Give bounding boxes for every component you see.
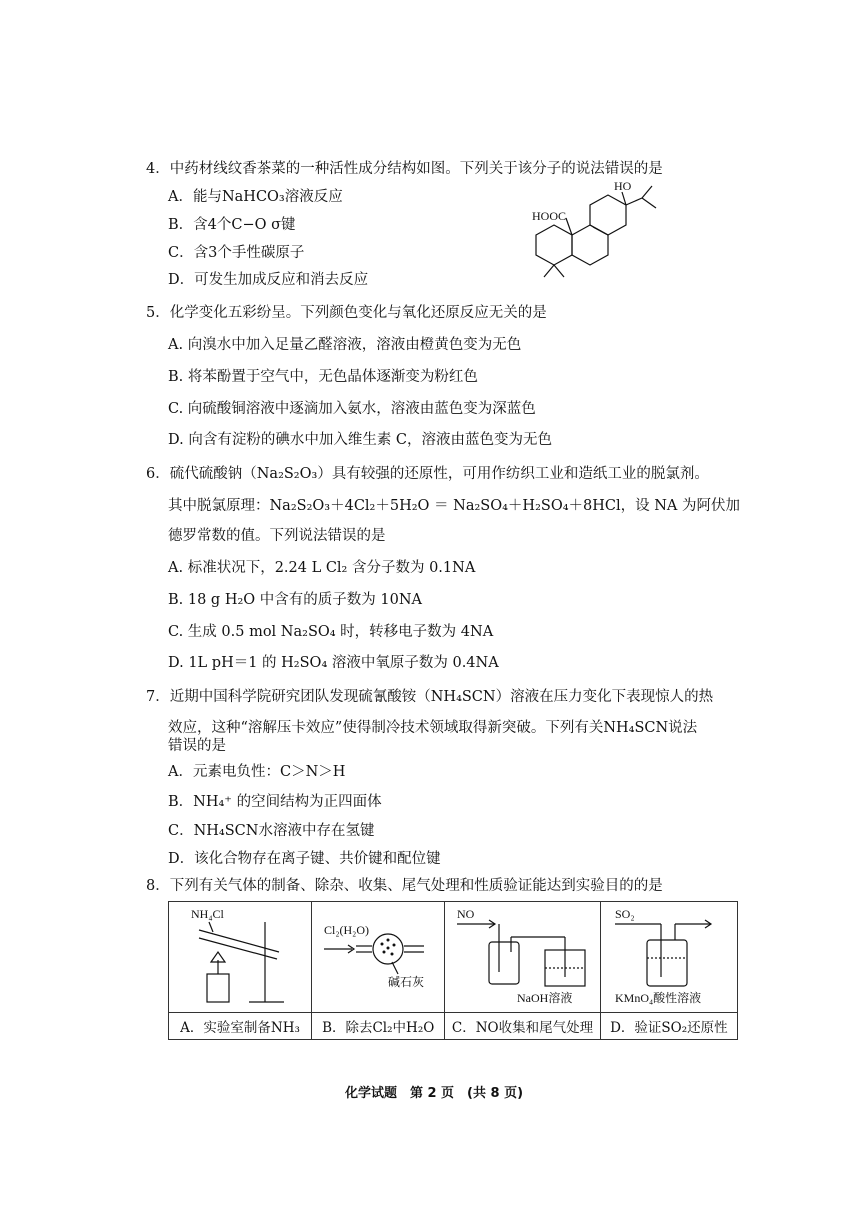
q7-option-a: A．元素电负性：C＞N＞H <box>168 764 346 780</box>
q6-line-3: 德罗常数的值。下列说法错误的是 <box>168 528 386 544</box>
q7-line-2: 效应，这种“溶解压卡效应”使得制冷技术领域取得新突破。下列有关NH₄SCN说法 <box>168 720 698 736</box>
panel-c-apparatus <box>445 902 600 1013</box>
q7-number: 7． <box>146 689 170 705</box>
wash-bottle-icon <box>601 902 738 1012</box>
q7-option-c: C．NH₄SCN水溶液中存在氢键 <box>168 823 375 839</box>
q4-option-d: D．可发生加成反应和消去反应 <box>168 272 369 288</box>
molecule-diagram <box>526 180 686 285</box>
q4-stem <box>146 155 746 183</box>
q6-option-a: A. 标准状况下，2.24 L Cl₂ 含分子数为 0.1NA <box>168 560 476 576</box>
q7-option-d: D．该化合物存在离子键、共价键和配位键 <box>168 851 441 867</box>
q8-stem <box>146 872 746 900</box>
q6-number: 6． <box>146 466 170 482</box>
q7-stem <box>146 683 746 711</box>
q4-text: 中药材线纹香茶菜的一种活性成分结构如图。下列关于该分子的说法错误的是 <box>169 161 663 177</box>
q6-stem <box>146 460 746 488</box>
panel-a-apparatus <box>169 902 312 1013</box>
q5-option-b: B. 将苯酚置于空气中，无色晶体逐渐变为粉红色 <box>168 369 478 385</box>
panel-b-caption: B．除去Cl₂中H₂O <box>312 1013 445 1040</box>
q4-option-c: C．含3个手性碳原子 <box>168 245 305 261</box>
q5-stem <box>146 299 746 327</box>
panel-d-caption: D．验证SO₂还原性 <box>600 1013 737 1040</box>
panel-c-label: NO <box>457 907 475 921</box>
panel-b-label: Cl₂(H₂O) <box>324 923 370 937</box>
q8-number: 8． <box>146 878 170 894</box>
panel-a-caption: A．实验室制备NH₃ <box>169 1013 312 1040</box>
hydroxyl-label: HO <box>614 180 632 193</box>
panel-a-label: NH₄Cl <box>191 907 224 921</box>
heating-tube-icon <box>169 902 312 1012</box>
q5-text: 化学变化五彩纷呈。下列颜色变化与氧化还原反应无关的是 <box>169 305 547 321</box>
page-footer: 化学试题 第 2 页 (共 8 页) <box>344 1086 524 1101</box>
experiment-table <box>168 901 738 1040</box>
carboxyl-label: HOOC <box>532 209 567 223</box>
q7-option-b: B．NH₄⁺ 的空间结构为正四面体 <box>168 794 382 810</box>
q8-text: 下列有关气体的制备、除杂、收集、尾气处理和性质验证能达到实验目的的是 <box>169 878 663 894</box>
q7-line-3: 错误的是 <box>168 738 226 754</box>
q6-line-2: 其中脱氯原理：Na₂S₂O₃＋4Cl₂＋5H₂O ＝ Na₂SO₄＋H₂SO₄＋8HCl，设 NA 为阿伏加 <box>168 498 740 514</box>
q6-option-c: C. 生成 0.5 mol Na₂SO₄ 时，转移电子数为 4NA <box>168 624 494 640</box>
q7-text: 近期中国科学院研究团队发现硫氰酸铵（NH₄SCN）溶液在压力变化下表现惊人的热 <box>169 689 714 705</box>
q5-option-d: D. 向含有淀粉的碘水中加入维生素 C，溶液由蓝色变为无色 <box>168 432 553 448</box>
q6-option-d: D. 1L pH＝1 的 H₂SO₄ 溶液中氧原子数为 0.4NA <box>168 655 499 671</box>
panel-d-apparatus <box>600 902 737 1013</box>
q6-option-b: B. 18 g H₂O 中含有的质子数为 10NA <box>168 592 422 608</box>
panel-d-label: SO₂ <box>614 907 635 921</box>
q4-option-b: B．含4个C−O σ键 <box>168 217 296 233</box>
q5-number: 5． <box>146 305 170 321</box>
drying-tube-icon <box>312 902 445 1012</box>
gas-bottle-icon <box>445 902 600 1012</box>
q5-option-a: A. 向溴水中加入足量乙醛溶液，溶液由橙黄色变为无色 <box>168 337 522 353</box>
molecule-structure <box>526 180 686 285</box>
panel-b-apparatus <box>312 902 445 1013</box>
panel-b-sublabel: 碱石灰 <box>388 975 425 989</box>
q6-text: 硫代硫酸钠（Na₂S₂O₃）具有较强的还原性，可用作纺织工业和造纸工业的脱氯剂。 <box>169 466 709 482</box>
q4-option-a: A．能与NaHCO₃溶液反应 <box>168 189 343 205</box>
panel-c-caption: C．NO收集和尾气处理 <box>445 1013 600 1040</box>
panel-c-sublabel: NaOH溶液 <box>517 991 573 1005</box>
q4-number: 4． <box>146 161 170 177</box>
panel-d-sublabel: KMnO₄酸性溶液 <box>614 991 701 1005</box>
q5-option-c: C. 向硫酸铜溶液中逐滴加入氨水，溶液由蓝色变为深蓝色 <box>168 401 536 417</box>
